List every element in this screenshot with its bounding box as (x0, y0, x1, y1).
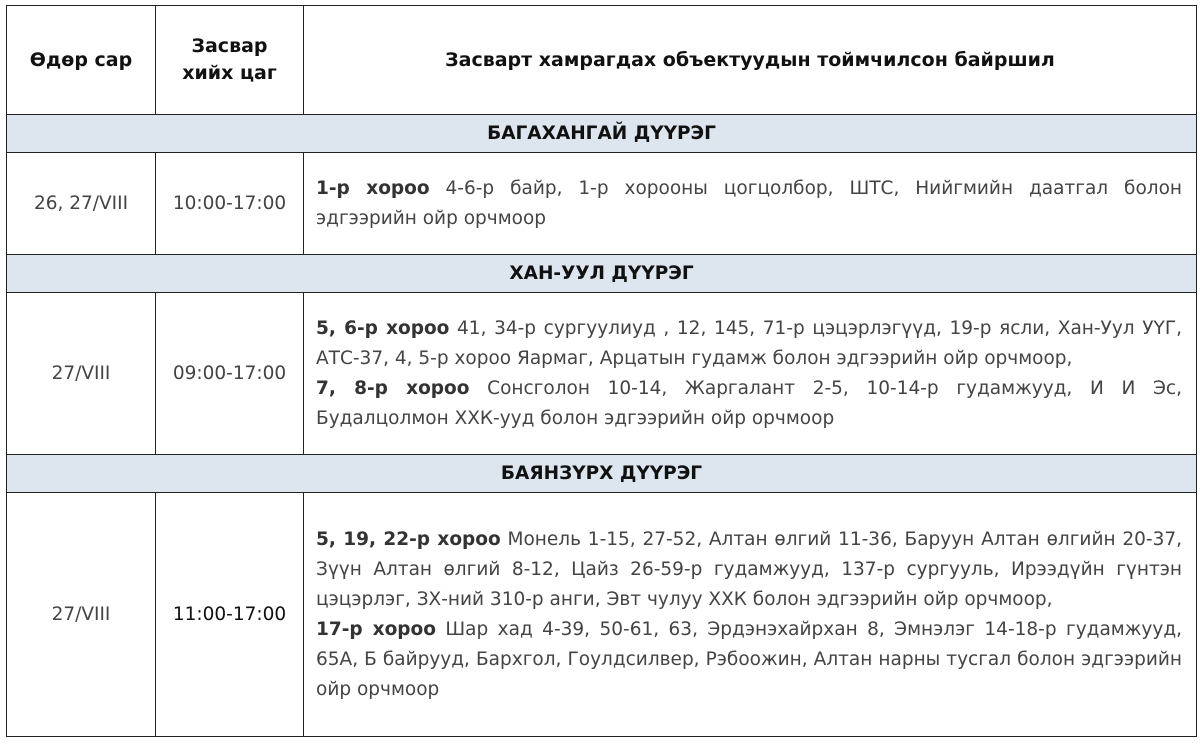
district-header-row (7, 115, 1197, 153)
location-cell (304, 293, 1197, 455)
location-text: 41, 34-р сургуулиуд , 12, 145, 71-р цэцэрлэгүүд, 19-р ясли, Хан-Уул УҮГ, АТС-37, 4, 5-р хороо Яармаг, Арцатын гудамж болон эдгээрийн ойр орчмоор, (316, 317, 1182, 369)
table-row (7, 493, 1197, 737)
khoroo-label: 17-р хороо (316, 618, 436, 640)
district-title: БАЯНЗҮРХ ДҮҮРЭГ (7, 455, 1197, 493)
time-cell: 09:00-17:00 (156, 293, 304, 455)
location-cell (304, 153, 1197, 255)
table-row (7, 293, 1197, 455)
location-text: Сонсголон 10-14, Жаргалант 2-5, 10-14-р гудамжууд, И И Эс, Будалцолмон ХХК-ууд болон эдгээрийн ойр орчмоор (316, 377, 1182, 429)
date-cell: 26, 27/VIII (7, 153, 156, 255)
location-entry (316, 525, 1182, 615)
district-title: ХАН-УУЛ ДҮҮРЭГ (7, 255, 1197, 293)
khoroo-label: 1-р хороо (316, 177, 430, 199)
khoroo-label: 5, 19, 22-р хороо (316, 528, 501, 550)
district-header-row (7, 255, 1197, 293)
location-entry (316, 615, 1182, 705)
repair-schedule-table (6, 5, 1197, 737)
time-cell: 11:00-17:00 (156, 493, 304, 737)
district-header-row (7, 455, 1197, 493)
time-column-header (156, 6, 304, 115)
table-header-row (7, 6, 1197, 115)
location-cell (304, 493, 1197, 737)
khoroo-label: 7, 8-р хороо (316, 377, 470, 399)
time-header-line-1: Засвар (191, 35, 268, 57)
time-cell: 10:00-17:00 (156, 153, 304, 255)
date-cell: 27/VIII (7, 293, 156, 455)
khoroo-label: 5, 6-р хороо (316, 317, 450, 339)
time-header-line-2: хийх цаг (182, 62, 277, 84)
location-entry (316, 374, 1182, 434)
date-column-header: Өдөр сар (7, 6, 156, 115)
location-text: Шар хад 4-39, 50-61, 63, Эрдэнэхайрхан 8, Эмнэлэг 14-18-р гудамжууд, 65А, Б байрууд, Бархгол, Гоулдсилвер, Рэбоожин, Алтан нарны тусгал болон эдгээрийн ойр орчмоор (316, 618, 1182, 700)
location-text: 4-6-р байр, 1-р хорооны цогцолбор, ШТС, Нийгмийн даатгал болон эдгээрийн ойр орчмоор (316, 177, 1182, 229)
district-title: БАГАХАНГАЙ ДҮҮРЭГ (7, 115, 1197, 153)
location-entry (316, 314, 1182, 374)
table-row (7, 153, 1197, 255)
location-text: Монель 1-15, 27-52, Алтан өлгий 11-36, Баруун Алтан өлгийн 20-37, Зүүн Алтан өлгий 8-12, Цайз 26-59-р гудамжууд, 137-р сургууль, Ирээдүйн гүнтэн цэцэрлэг, ЗХ-ний 310-р анги, Эвт чулуу ХХК болон эдгээрийн ойр орчмоор, (316, 528, 1183, 610)
date-cell: 27/VIII (7, 493, 156, 737)
location-column-header: Засварт хамрагдах объектуудын тоймчилсон байршил (304, 6, 1197, 115)
